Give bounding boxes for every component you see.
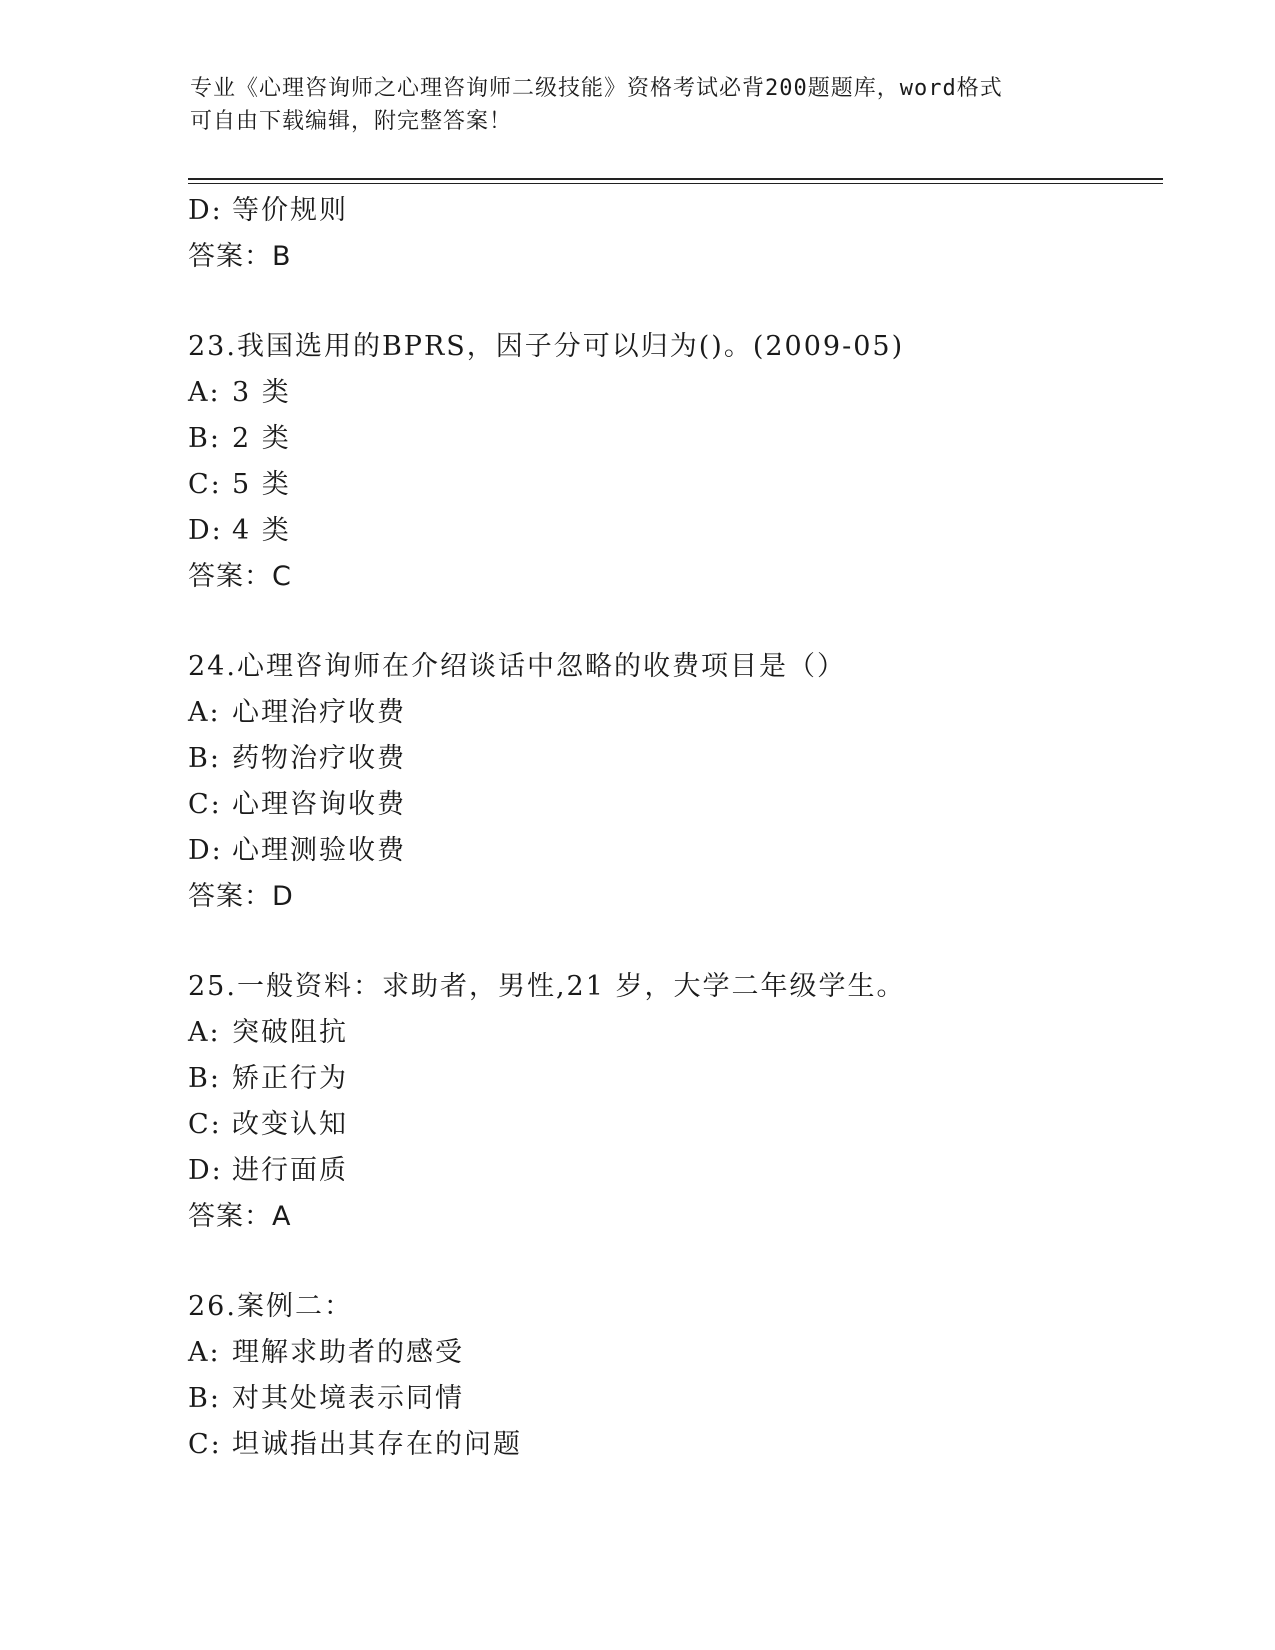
option-label: C: [188, 1429, 222, 1460]
option-text: 5 类 [232, 469, 291, 500]
option-text: 3 类 [232, 377, 291, 408]
option-label: A: [188, 1017, 221, 1048]
option-label: A: [188, 1337, 221, 1368]
option-label: D: [188, 195, 223, 226]
option-label: A: [188, 377, 221, 408]
option-label: D: [188, 835, 223, 866]
option-label: A: [188, 697, 221, 728]
question-stem: 26.案例二： [188, 1291, 353, 1322]
option-label: B: [188, 1063, 221, 1094]
header-divider-bottom [188, 183, 1163, 184]
option-text: 进行面质 [232, 1155, 348, 1186]
option-a [188, 1010, 1168, 1056]
option-c [188, 462, 1168, 508]
option-text: 对其处境表示同情 [232, 1383, 464, 1414]
option-c [188, 1422, 1168, 1468]
option-text: 心理咨询收费 [232, 789, 406, 820]
option-text: 理解求助者的感受 [232, 1337, 464, 1368]
option-label: B: [188, 1383, 221, 1414]
option-text: 等价规则 [232, 195, 348, 226]
option-b [188, 1376, 1168, 1422]
option-text: 药物治疗收费 [232, 743, 406, 774]
header-divider-top [188, 178, 1163, 180]
option-c [188, 782, 1168, 828]
option-label: C: [188, 469, 222, 500]
answer: 答案：D [188, 881, 294, 912]
question-list [188, 188, 1168, 1468]
option-d [188, 508, 1168, 554]
carry-over-option-d [188, 188, 1168, 234]
option-label: D: [188, 1155, 223, 1186]
option-b [188, 416, 1168, 462]
answer: 答案：C [188, 561, 292, 592]
option-text: 心理治疗收费 [232, 697, 406, 728]
option-label: C: [188, 789, 222, 820]
option-c [188, 1102, 1168, 1148]
question-stem: 24.心理咨询师在介绍谈话中忽略的收费项目是（） [188, 651, 846, 682]
option-text: 坦诚指出其存在的问题 [232, 1429, 522, 1460]
option-text: 4 类 [232, 515, 291, 546]
option-label: C: [188, 1109, 222, 1140]
option-b [188, 736, 1168, 782]
header-line-2: 可自由下载编辑，附完整答案！ [190, 109, 513, 134]
option-text: 心理测验收费 [232, 835, 406, 866]
carry-over-answer: 答案：B [188, 241, 292, 272]
option-d [188, 828, 1168, 874]
option-a [188, 1330, 1168, 1376]
document-header [190, 72, 1090, 138]
option-text: 突破阻抗 [232, 1017, 348, 1048]
option-label: B: [188, 743, 221, 774]
question-stem: 25.一般资料：求助者，男性,21 岁，大学二年级学生。 [188, 971, 906, 1002]
option-a [188, 370, 1168, 416]
option-b [188, 1056, 1168, 1102]
option-a [188, 690, 1168, 736]
option-text: 改变认知 [232, 1109, 348, 1140]
option-d [188, 1148, 1168, 1194]
question-stem: 23.我国选用的BPRS，因子分可以归为()。(2009-05) [188, 331, 905, 362]
header-line-1: 专业《心理咨询师之心理咨询师二级技能》资格考试必背200题题库，word格式 [190, 76, 1003, 101]
option-label: B: [188, 423, 221, 454]
option-text: 矫正行为 [232, 1063, 348, 1094]
answer: 答案：A [188, 1201, 292, 1232]
option-label: D: [188, 515, 223, 546]
option-text: 2 类 [232, 423, 291, 454]
